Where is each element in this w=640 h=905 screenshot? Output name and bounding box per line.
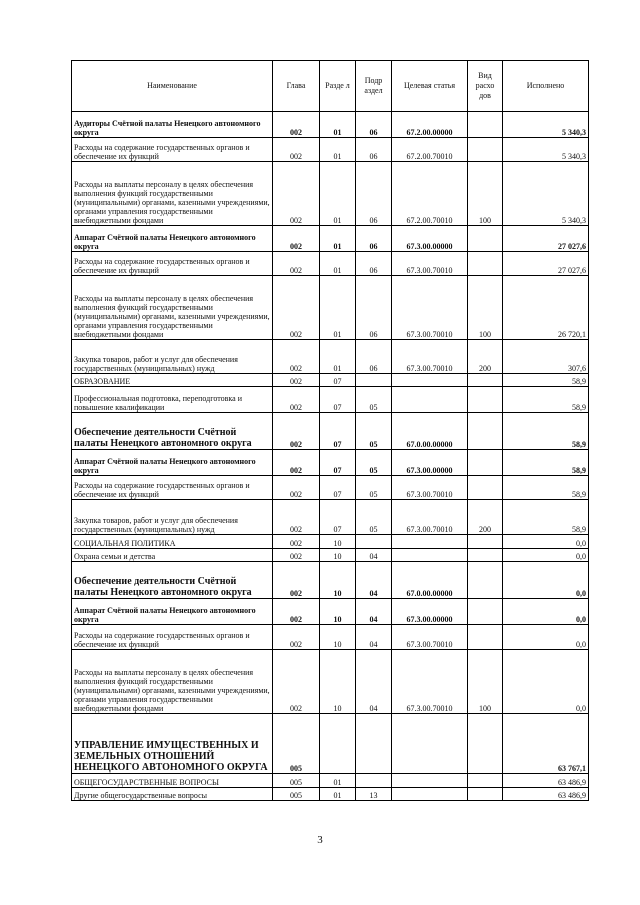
row-glava: 002 <box>273 625 320 650</box>
row-glava: 002 <box>273 450 320 476</box>
row-vid <box>468 774 503 788</box>
row-name: ОБРАЗОВАНИЕ <box>72 374 273 387</box>
row-target <box>392 774 468 788</box>
row-podrazdel: 04 <box>356 549 392 562</box>
row-razdel: 10 <box>320 625 356 650</box>
row-vid: 100 <box>468 162 503 226</box>
row-glava: 005 <box>273 714 320 774</box>
row-podrazdel: 05 <box>356 413 392 450</box>
table-row <box>72 413 589 450</box>
row-done: 63 486,9 <box>503 774 589 788</box>
row-podrazdel: 06 <box>356 252 392 276</box>
row-vid: 200 <box>468 340 503 374</box>
page-number: 3 <box>317 834 323 846</box>
header-target: Целевая статья <box>392 61 468 112</box>
row-razdel: 10 <box>320 562 356 599</box>
row-target <box>392 374 468 387</box>
row-razdel: 10 <box>320 535 356 549</box>
table-row <box>72 340 589 374</box>
row-done: 0,0 <box>503 535 589 549</box>
row-vid <box>468 413 503 450</box>
row-vid <box>468 788 503 801</box>
row-podrazdel: 06 <box>356 138 392 162</box>
row-glava: 002 <box>273 387 320 413</box>
table-row <box>72 252 589 276</box>
row-name: Аппарат Счётной палаты Ненецкого автономного округа <box>72 450 273 476</box>
row-razdel: 07 <box>320 374 356 387</box>
row-razdel: 01 <box>320 162 356 226</box>
row-podrazdel <box>356 535 392 549</box>
row-target: 67.3.00.70010 <box>392 476 468 500</box>
row-glava: 002 <box>273 599 320 625</box>
row-razdel: 07 <box>320 387 356 413</box>
row-razdel: 01 <box>320 276 356 340</box>
row-podrazdel: 05 <box>356 476 392 500</box>
row-podrazdel: 06 <box>356 112 392 138</box>
row-razdel: 01 <box>320 138 356 162</box>
row-glava: 002 <box>273 500 320 535</box>
row-vid <box>468 387 503 413</box>
row-done: 307,6 <box>503 340 589 374</box>
table-header-row <box>72 61 589 112</box>
row-glava: 002 <box>273 112 320 138</box>
row-glava: 002 <box>273 476 320 500</box>
row-target <box>392 387 468 413</box>
row-razdel: 01 <box>320 252 356 276</box>
expenditure-table <box>71 60 589 801</box>
row-name: Расходы на содержание государственных органов и обеспечение их функций <box>72 138 273 162</box>
row-podrazdel: 13 <box>356 788 392 801</box>
header-name: Наименование <box>72 61 273 112</box>
row-glava: 005 <box>273 774 320 788</box>
row-razdel: 10 <box>320 549 356 562</box>
row-vid <box>468 138 503 162</box>
row-name: ОБЩЕГОСУДАРСТВЕННЫЕ ВОПРОСЫ <box>72 774 273 788</box>
table-row <box>72 476 589 500</box>
row-glava: 002 <box>273 276 320 340</box>
row-podrazdel: 04 <box>356 650 392 714</box>
row-name: Расходы на содержание государственных органов и обеспечение их функций <box>72 252 273 276</box>
row-vid <box>468 374 503 387</box>
row-razdel: 01 <box>320 788 356 801</box>
row-target <box>392 549 468 562</box>
table-row <box>72 450 589 476</box>
table-row <box>72 162 589 226</box>
row-name: Профессиональная подготовка, переподготовка и повышение квалификации <box>72 387 273 413</box>
row-glava: 002 <box>273 650 320 714</box>
row-done: 27 027,6 <box>503 226 589 252</box>
table-row <box>72 226 589 252</box>
table-row <box>72 774 589 788</box>
row-target <box>392 535 468 549</box>
row-name: Закупка товаров, работ и услуг для обеспечения государственных (муниципальных) нужд <box>72 340 273 374</box>
row-razdel: 01 <box>320 226 356 252</box>
row-done: 26 720,1 <box>503 276 589 340</box>
table-row <box>72 549 589 562</box>
row-glava: 002 <box>273 226 320 252</box>
row-glava: 002 <box>273 413 320 450</box>
row-vid: 100 <box>468 276 503 340</box>
row-razdel: 07 <box>320 413 356 450</box>
table-row <box>72 788 589 801</box>
row-vid <box>468 562 503 599</box>
table-row <box>72 625 589 650</box>
row-name: Аппарат Счётной палаты Ненецкого автономного округа <box>72 599 273 625</box>
table-row <box>72 138 589 162</box>
row-razdel: 01 <box>320 340 356 374</box>
row-name: Расходы на выплаты персоналу в целях обеспечения выполнения функций государственными (муниципальными) органами, казенными учреждениями, органами управления государственными внебюджетными фондами <box>72 276 273 340</box>
row-done: 0,0 <box>503 650 589 714</box>
table-row <box>72 535 589 549</box>
table-row <box>72 650 589 714</box>
row-podrazdel: 05 <box>356 387 392 413</box>
row-glava: 002 <box>273 162 320 226</box>
row-target: 67.3.00.00000 <box>392 226 468 252</box>
row-name: СОЦИАЛЬНАЯ ПОЛИТИКА <box>72 535 273 549</box>
row-vid <box>468 535 503 549</box>
row-podrazdel <box>356 774 392 788</box>
row-target: 67.3.00.70010 <box>392 625 468 650</box>
row-podrazdel: 04 <box>356 599 392 625</box>
row-podrazdel: 04 <box>356 562 392 599</box>
row-razdel: 07 <box>320 450 356 476</box>
row-razdel: 07 <box>320 500 356 535</box>
table-row <box>72 500 589 535</box>
row-name: Другие общегосударственные вопросы <box>72 788 273 801</box>
row-done: 58,9 <box>503 413 589 450</box>
header-razdel: Разде л <box>320 61 356 112</box>
row-name: Расходы на выплаты персоналу в целях обеспечения выполнения функций государственными (муниципальными) органами, казенными учреждениями, органами управления государственными внебюджетными фондами <box>72 162 273 226</box>
row-podrazdel: 05 <box>356 500 392 535</box>
row-glava: 002 <box>273 549 320 562</box>
row-name: Аудиторы Счётной палаты Ненецкого автономного округа <box>72 112 273 138</box>
row-target: 67.2.00.70010 <box>392 162 468 226</box>
row-done: 27 027,6 <box>503 252 589 276</box>
table-row <box>72 599 589 625</box>
row-target: 67.3.00.00000 <box>392 599 468 625</box>
row-target: 67.3.00.70010 <box>392 650 468 714</box>
row-name: УПРАВЛЕНИЕ ИМУЩЕСТВЕННЫХ И ЗЕМЕЛЬНЫХ ОТНОШЕНИЙ НЕНЕЦКОГО АВТОНОМНОГО ОКРУГА <box>72 714 273 774</box>
header-done: Исполнено <box>503 61 589 112</box>
row-glava: 002 <box>273 138 320 162</box>
row-done: 0,0 <box>503 549 589 562</box>
row-name: Обеспечение деятельности Счётной палаты Ненецкого автономного округа <box>72 413 273 450</box>
row-podrazdel: 06 <box>356 162 392 226</box>
header-glava: Глава <box>273 61 320 112</box>
row-razdel: 01 <box>320 112 356 138</box>
row-done: 5 340,3 <box>503 138 589 162</box>
row-podrazdel <box>356 714 392 774</box>
row-done: 0,0 <box>503 562 589 599</box>
row-done: 58,9 <box>503 500 589 535</box>
table-row <box>72 387 589 413</box>
table-row <box>72 374 589 387</box>
row-vid <box>468 549 503 562</box>
row-name: Расходы на выплаты персоналу в целях обеспечения выполнения функций государственными (муниципальными) органами, казенными учреждениями, органами управления государственными внебюджетными фондами <box>72 650 273 714</box>
row-done: 58,9 <box>503 374 589 387</box>
row-done: 0,0 <box>503 625 589 650</box>
row-vid: 200 <box>468 500 503 535</box>
row-glava: 002 <box>273 374 320 387</box>
row-vid: 100 <box>468 650 503 714</box>
header-vid: Вид расхо дов <box>468 61 503 112</box>
row-glava: 005 <box>273 788 320 801</box>
row-vid <box>468 714 503 774</box>
row-target <box>392 714 468 774</box>
row-done: 58,9 <box>503 450 589 476</box>
row-done: 58,9 <box>503 476 589 500</box>
row-podrazdel: 06 <box>356 276 392 340</box>
row-glava: 002 <box>273 340 320 374</box>
table-row <box>72 276 589 340</box>
row-name: Обеспечение деятельности Счётной палаты Ненецкого автономного округа <box>72 562 273 599</box>
row-name: Аппарат Счётной палаты Ненецкого автономного округа <box>72 226 273 252</box>
row-razdel: 10 <box>320 650 356 714</box>
row-name: Охрана семьи и детства <box>72 549 273 562</box>
row-target <box>392 788 468 801</box>
row-target: 67.3.00.70010 <box>392 500 468 535</box>
row-done: 5 340,3 <box>503 112 589 138</box>
row-podrazdel: 06 <box>356 226 392 252</box>
row-done: 5 340,3 <box>503 162 589 226</box>
row-podrazdel: 05 <box>356 450 392 476</box>
row-vid <box>468 450 503 476</box>
row-razdel <box>320 714 356 774</box>
row-name: Закупка товаров, работ и услуг для обеспечения государственных (муниципальных) нужд <box>72 500 273 535</box>
row-vid <box>468 599 503 625</box>
table-row <box>72 112 589 138</box>
row-podrazdel <box>356 374 392 387</box>
row-target: 67.0.00.00000 <box>392 413 468 450</box>
row-glava: 002 <box>273 535 320 549</box>
row-vid <box>468 226 503 252</box>
row-podrazdel: 04 <box>356 625 392 650</box>
row-done: 63 486,9 <box>503 788 589 801</box>
row-target: 67.2.00.70010 <box>392 138 468 162</box>
row-done: 0,0 <box>503 599 589 625</box>
row-name: Расходы на содержание государственных органов и обеспечение их функций <box>72 476 273 500</box>
row-target: 67.3.00.70010 <box>392 340 468 374</box>
row-vid <box>468 112 503 138</box>
row-glava: 002 <box>273 562 320 599</box>
row-vid <box>468 625 503 650</box>
row-name: Расходы на содержание государственных органов и обеспечение их функций <box>72 625 273 650</box>
row-razdel: 07 <box>320 476 356 500</box>
row-target: 67.0.00.00000 <box>392 562 468 599</box>
table-row <box>72 562 589 599</box>
row-done: 63 767,1 <box>503 714 589 774</box>
header-podrazdel: Подр аздел <box>356 61 392 112</box>
row-target: 67.2.00.00000 <box>392 112 468 138</box>
row-done: 58,9 <box>503 387 589 413</box>
row-podrazdel: 06 <box>356 340 392 374</box>
row-target: 67.3.00.00000 <box>392 450 468 476</box>
row-glava: 002 <box>273 252 320 276</box>
row-razdel: 10 <box>320 599 356 625</box>
row-target: 67.3.00.70010 <box>392 252 468 276</box>
row-razdel: 01 <box>320 774 356 788</box>
table-row <box>72 714 589 774</box>
row-target: 67.3.00.70010 <box>392 276 468 340</box>
row-vid <box>468 252 503 276</box>
row-vid <box>468 476 503 500</box>
